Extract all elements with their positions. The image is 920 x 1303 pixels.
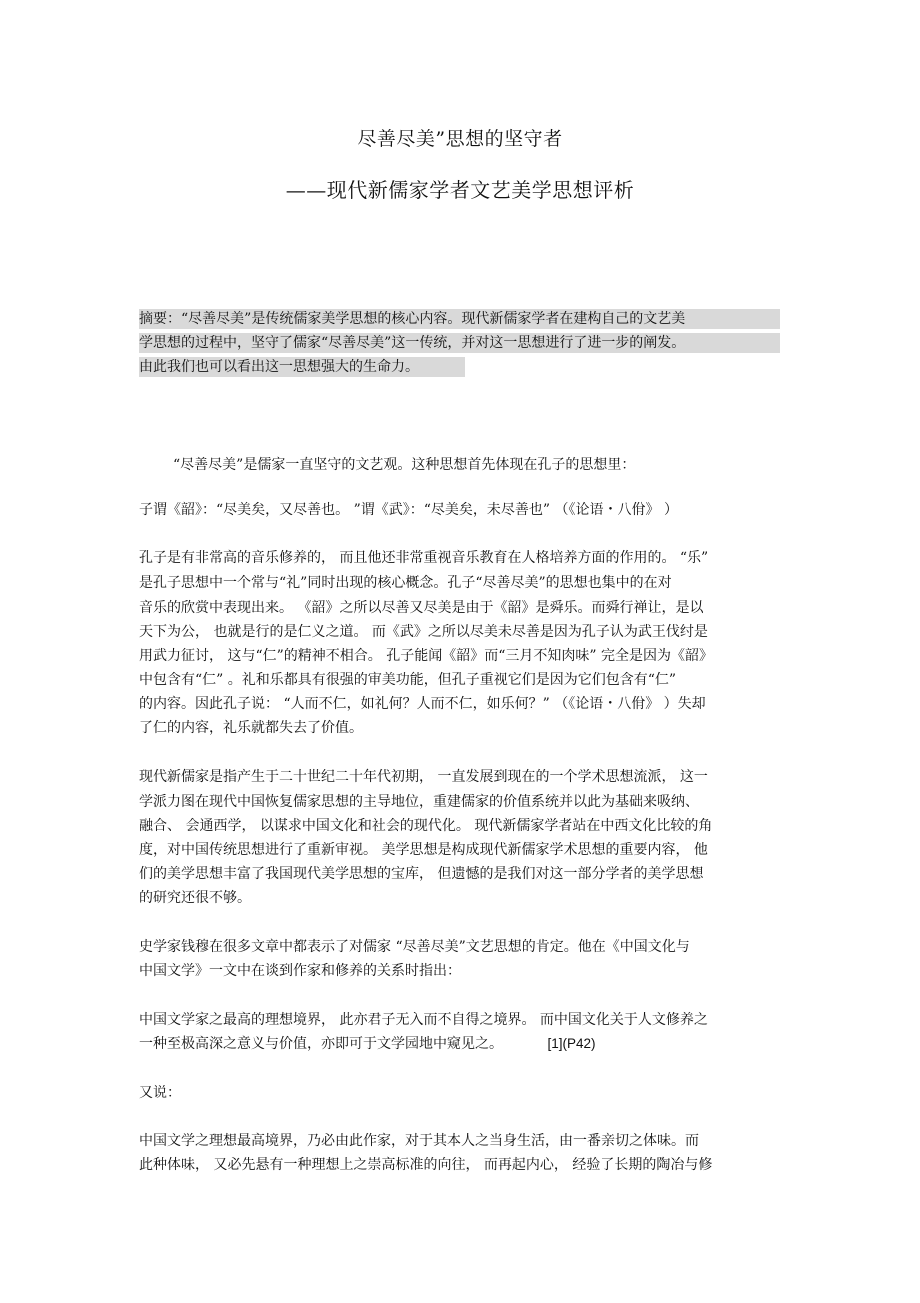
text-line: “尽善尽美”是儒家一直坚守的文艺观。这种思想首先体现在孔子的思想里：	[173, 457, 636, 473]
text-line: 的研究还很不够。	[139, 890, 251, 906]
text-line: 天下为公， 也就是行的是仁义之道。 而《武》之所以尽美未尽善是因为孔子认为武王伐纣是	[139, 624, 708, 640]
document-subtitle: ——现代新儒家学者文艺美学思想评析	[285, 178, 635, 202]
text-line: 中包含有“仁” 。礼和乐都具有很强的审美功能，但孔子重视它们是因为它们包含有“仁”	[139, 672, 677, 688]
text-line: 又说：	[139, 1085, 181, 1101]
citation-ref: [1](P42)	[547, 1036, 596, 1051]
text-line: 史学家钱穆在很多文章中都表示了对儒家 “尽善尽美”文艺思想的肯定。他在《中国文化与	[139, 939, 690, 955]
text-line	[139, 1034, 595, 1054]
text-line: 们的美学思想丰富了我国现代美学思想的宝库， 但遗憾的是我们对这一部分学者的美学思想	[139, 866, 704, 882]
text-line: 学派力图在现代中国恢复儒家思想的主导地位，重建儒家的价值系统并以此为基础来吸纳、	[139, 794, 699, 810]
text-line: 融合、 会通西学， 以谋求中国文化和社会的现代化。 现代新儒家学者站在中西文化比较的角	[139, 818, 713, 834]
document-title: 尽善尽美”思想的坚守者	[357, 128, 563, 150]
abstract-text: 摘要：“尽善尽美”是传统儒家美学思想的核心内容。现代新儒家学者在建构自己的文艺美	[139, 309, 780, 329]
text-line: 度，对中国传统思想进行了重新审视。 美学思想是构成现代新儒家学术思想的重要内容， 他	[139, 842, 708, 858]
text-line: 是孔子思想中一个常与“礼”同时出现的核心概念。孔子“尽善尽美”的思想也集中的在对	[139, 575, 672, 591]
text-line: 的内容。因此孔子说： “人而不仁，如礼何？人而不仁，如乐何？” （《论语・八佾》 ）失却	[139, 696, 706, 712]
text-line: 中国文学》一文中在谈到作家和修养的关系时指出：	[139, 963, 461, 979]
abstract-line	[139, 309, 780, 329]
text-line: 现代新儒家是指产生于二十世纪二十年代初期， 一直发展到现在的一个学术思想流派， 这一	[139, 769, 708, 785]
text-line: 用武力征讨， 这与“仁”的精神不相合。 孔子能闻《韶》而“三月不知肉味” 完全是因为《韶》	[139, 648, 713, 664]
text-line: 孔子是有非常高的音乐修养的， 而且他还非常重视音乐教育在人格培养方面的作用的。 “乐”	[139, 550, 709, 566]
text-line: 此种体味， 又必先悬有一种理想上之崇高标准的向往， 而再起内心， 经验了长期的陶冶与修	[139, 1157, 713, 1173]
abstract-line	[139, 333, 780, 353]
text-line: 了仁的内容，礼乐就都失去了价值。	[139, 720, 363, 736]
abstract-text: 学思想的过程中，坚守了儒家“尽善尽美”这一传统，并对这一思想进行了进一步的阐发。	[139, 333, 780, 353]
text-line: 中国文学之理想最高境界，乃必由此作家，对于其本人之当身生活，由一番亲切之体味。而	[139, 1133, 699, 1149]
text-line: 子谓《韶》：“尽美矣，又尽善也。 ”谓《武》：“尽美矣，未尽善也” （《论语・八佾》 ）	[139, 502, 678, 518]
quote-text: 一种至极高深之意义与价值，亦即可于文学园地中窥见之。	[139, 1036, 503, 1052]
abstract-text: 由此我们也可以看出这一思想强大的生命力。	[139, 357, 465, 377]
abstract-line	[139, 357, 465, 377]
text-line: 音乐的欣赏中表现出来。 《韶》之所以尽善又尽美是由于《韶》是舜乐。而舜行禅让，是以	[139, 600, 704, 616]
text-line: 中国文学家之最高的理想境界， 此亦君子无入而不自得之境界。 而中国文化关于人文修养之	[139, 1012, 708, 1028]
